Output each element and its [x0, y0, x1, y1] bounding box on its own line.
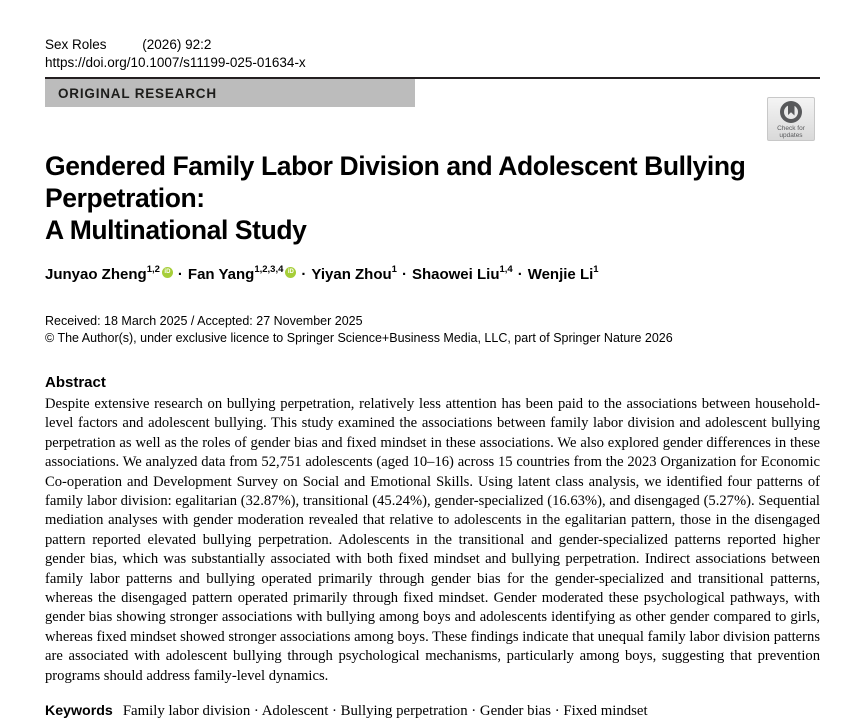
received-accepted: Received: 18 March 2025 / Accepted: 27 November 2025: [45, 314, 363, 328]
author-name: Shaowei Liu: [411, 266, 500, 283]
author-name: Junyao Zheng: [45, 266, 147, 283]
article-title: [45, 150, 820, 246]
article-type-banner: [45, 79, 415, 107]
check-for-updates-badge[interactable]: [767, 97, 815, 141]
article-meta: [45, 313, 820, 346]
crossmark-icon: [780, 101, 802, 123]
author-separator: ·: [517, 266, 523, 283]
author-affiliations: 1: [391, 264, 397, 275]
author-separator: ·: [401, 266, 407, 283]
abstract-heading: Abstract: [45, 374, 106, 391]
abstract-text: Despite extensive research on bullying perpetration, relatively less attention has been paid to the associations between household-level factors and adolescent bullying. This study examined the associations between family labor division and adolescent bullying perpetration as well as the roles of gender bias and fixed mindset in these associations. We also explored gender differences in these associations. We analyzed data from 52,751 adolescents (aged 10–16) across 15 countries from the 2023 Organization for Economic Co-operation and Development Survey on Social and Emotional Skills. Using latent class analysis, we identified four patterns of family labor division: egalitarian (32.87%), transitional (45.24%), gender-specialized (16.63%), and disengaged (5.27%). Sequential mediation analyses with gender moderation revealed that relative to adolescents in the egalitarian pattern, those in the disengaged pattern reported elevated bullying perpetration. Adolescents in the transitional and gender-specialized patterns reported higher gender bias, which was substantially associated with both fixed mindset and bullying perpetration. Indirect associations between family labor patterns and bullying operated primarily through gender bias for the gender-specialized and transitional patterns, whereas the disengaged pattern operated primarily through fixed mindset. Gender moderated these psychological pathways, with gender bias showing stronger associations with bullying among boys and adolescents identifying as other gender compared to girls, whereas fixed mindset showed stronger associations among boys. These findings indicate that unequal family labor division patterns are associated with adolescent bullying through psychological mechanisms, particularly among boys, suggesting that prevention programs should address family-level dynamics.: [45, 396, 820, 684]
keywords-line: [45, 702, 820, 721]
author-affiliations: 1,2: [146, 264, 160, 275]
author-affiliations: 1: [593, 264, 599, 275]
author-name: Wenjie Li: [527, 266, 594, 283]
orcid-icon[interactable]: iD: [285, 267, 296, 278]
doi-link[interactable]: https://doi.org/10.1007/s11199-025-01634-x: [45, 55, 306, 70]
author-name: Fan Yang: [187, 266, 255, 283]
author-name: Yiyan Zhou: [311, 266, 392, 283]
keywords-text: Family labor division · Adolescent · Bullying perpetration · Gender bias · Fixed mindset: [122, 703, 648, 720]
keywords-label: Keywords: [45, 703, 113, 720]
check-for-updates-label: Check for updates: [777, 124, 805, 139]
article-type-label: ORIGINAL RESEARCH: [58, 85, 217, 101]
author-separator: ·: [177, 266, 183, 283]
orcid-icon[interactable]: iD: [162, 267, 173, 278]
author-separator: ·: [301, 266, 307, 283]
article-title-line1: Gendered Family Labor Division and Adolescent Bullying Perpetration:: [45, 151, 746, 213]
bookmark-icon: [788, 105, 795, 116]
author-affiliations: 1,4: [499, 264, 513, 275]
journal-citation: (2026) 92:2: [142, 37, 212, 52]
journal-header: [45, 36, 820, 54]
article-title-line2: A Multinational Study: [45, 215, 307, 245]
journal-name: Sex Roles: [45, 37, 107, 52]
author-affiliations: 1,2,3,4: [254, 264, 284, 275]
authors-line: [45, 261, 820, 285]
copyright-line: © The Author(s), under exclusive licence to Springer Science+Business Media, LLC, part of Springer Nature 2026: [45, 330, 673, 345]
